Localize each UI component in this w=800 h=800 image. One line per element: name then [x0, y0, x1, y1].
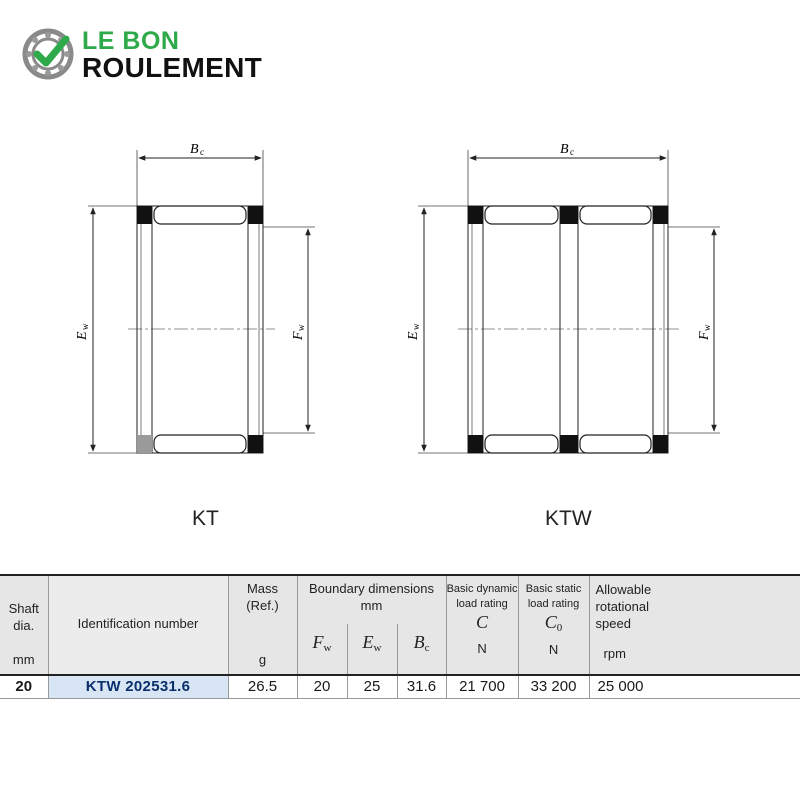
- brand-line1: LE BON: [82, 27, 180, 55]
- ktw-dim-f: F: [697, 331, 712, 340]
- kt-dim-b-sub: c: [200, 147, 204, 157]
- col-mass-header: Mass (Ref.) g: [228, 575, 297, 675]
- kt-dim-e-sub: w: [80, 323, 90, 330]
- ktw-dim-f-sub: w: [702, 324, 712, 331]
- ktw-dim-e: E: [406, 331, 421, 340]
- col-boundary-header: Boundary dimensions mm: [297, 575, 446, 624]
- ktw-dim-b: B: [560, 142, 569, 157]
- cell-dynamic: 21 700: [446, 675, 518, 699]
- cell-ew: 25: [347, 675, 397, 699]
- ktw-label: KTW: [545, 507, 592, 530]
- ktw-dim-b-sub: c: [570, 147, 574, 157]
- cell-ident: KTW 202531.6: [48, 675, 228, 699]
- col-fw-header: $F_w$: [297, 624, 347, 675]
- col-speed-header: Allowable rotational speed rpm: [589, 575, 800, 675]
- kt-dim-f: F: [291, 331, 306, 340]
- spec-table: [0, 574, 800, 699]
- brand-line2: ROULEMENT: [82, 52, 263, 83]
- col-ident-header: Identification number: [48, 575, 228, 675]
- cell-bc: 31.6: [397, 675, 446, 699]
- kt-label: KT: [192, 507, 219, 530]
- cell-mass: 26.5: [228, 675, 297, 699]
- cell-speed: 25 000: [589, 675, 800, 699]
- col-static-header: Basic static load rating $C_0$ N: [518, 575, 589, 675]
- cell-static: 33 200: [518, 675, 589, 699]
- ktw-dim-e-sub: w: [411, 323, 421, 330]
- kt-dim-e: E: [75, 331, 90, 340]
- col-bc-header: $B_c$: [397, 624, 446, 675]
- kt-drawing: [75, 142, 315, 453]
- cell-fw: 20: [297, 675, 347, 699]
- kt-dim-f-sub: w: [296, 324, 306, 331]
- cell-shaft: 20: [0, 675, 48, 699]
- col-ew-header: $E_w$: [347, 624, 397, 675]
- kt-dim-b: B: [190, 142, 199, 157]
- col-shaft-header: Shaft dia. mm: [0, 575, 48, 675]
- col-dynamic-header: Basic dynamic load rating C N: [446, 575, 518, 675]
- ktw-drawing: [406, 142, 720, 453]
- table-row: [0, 675, 800, 699]
